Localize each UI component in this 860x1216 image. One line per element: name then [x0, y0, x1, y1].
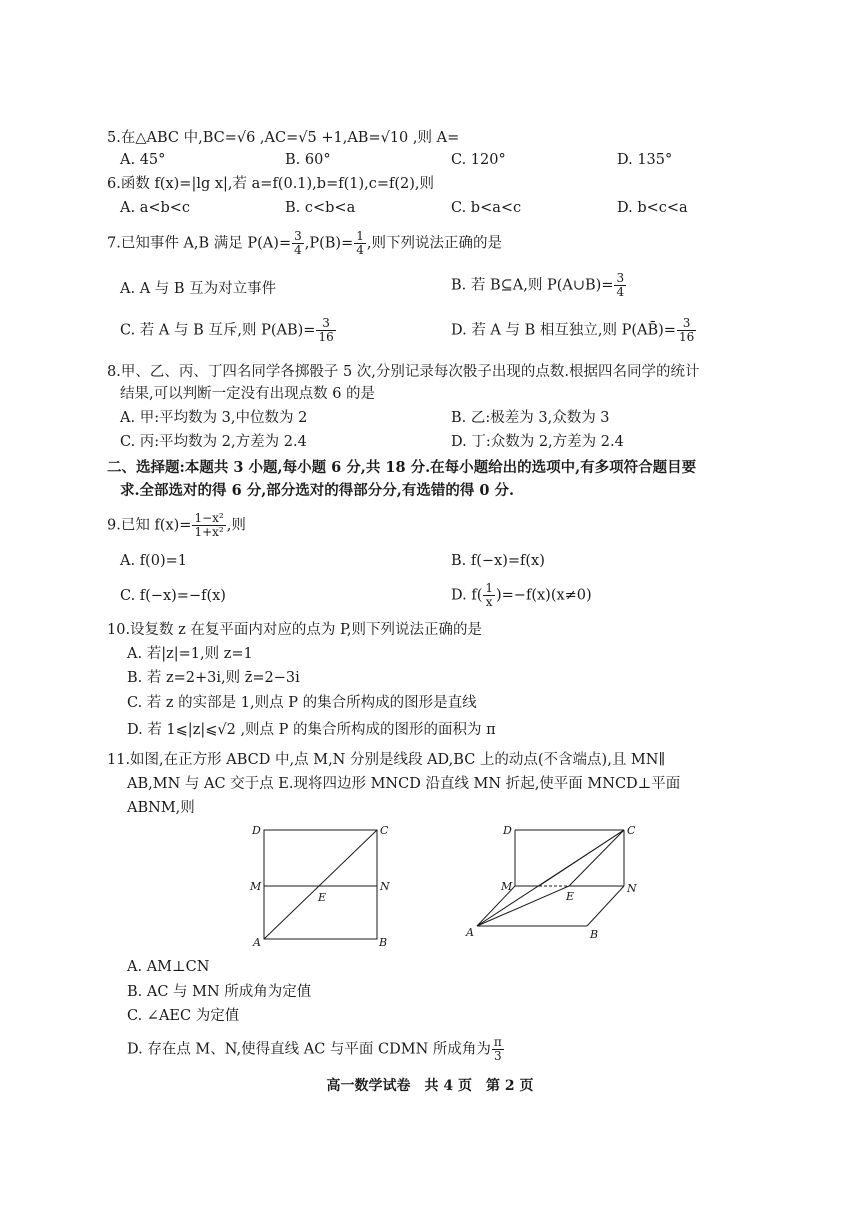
q6-stem: 6.函数 f(x)=|lg x|,若 a=f(0.1),b=f(1),c=f(2),则 [107, 176, 435, 192]
q6-option-d: D. b<c<a [617, 200, 688, 216]
q6-option-c: C. b<a<c [451, 200, 522, 216]
fig1-label-d: D [252, 824, 261, 837]
q9-option-b: B. f(−x)=f(x) [451, 553, 545, 569]
q9-stem: 9.已知 f(x)= $\frac{\text{1−x²}}{\text{1+x²}}$ ,则 [107, 511, 246, 539]
q10-option-b: B. 若 z=2+3i,则 z̄=2−3i [127, 670, 300, 686]
fig2-label-b: B [590, 928, 599, 941]
q5-stem: 5.在△ABC 中,BC=√6 ,AC=√5 +1,AB=√10 ,则 A= [107, 130, 460, 146]
q7-option-d: D. 若 A 与 B 相互独立,则 P(AB̄)= $\frac{3}{16}$ [451, 316, 695, 344]
fig2-label-m: M [501, 880, 513, 893]
q10-option-d: D. 若 1⩽|z|⩽√2 ,则点 P 的集合所构成的图形的面积为 π [127, 722, 496, 738]
q11-option-a: A. AM⊥CN [127, 959, 210, 975]
q9-option-d: D. f( $\frac{1}{x}$ )=−f(x)(x≠0) [451, 581, 592, 609]
q7-option-b: B. 若 B⊆A,则 P(A∪B)= $\frac{3}{4}$ [451, 271, 625, 299]
section2-heading-line2: 求.全部选对的得 6 分,部分选对的得部分分,有选错的得 0 分. [120, 482, 515, 499]
q11-option-b: B. AC 与 MN 所成角为定值 [127, 984, 312, 1000]
q7-pa-fraction: $\frac{3}{4}$ [294, 229, 302, 257]
q7-stem: 7.已知事件 A,B 满足 P(A)= $\frac{3}{4}$ ,P(B)= $\frac{1}{4}$ ,则下列说法正确的是 [107, 229, 502, 257]
q5-option-a: A. 45° [120, 152, 166, 168]
fig1-label-n: N [380, 880, 390, 893]
q7-stem-pre: 7.已知事件 A,B 满足 P(A)= [107, 235, 292, 252]
fig1-label-m: M [250, 880, 262, 893]
figure-square-abcd [248, 822, 398, 950]
fig2-label-a: A [466, 926, 474, 939]
q9-fraction: $\frac{\text{1−x²}}{\text{1+x²}}$ [194, 511, 224, 539]
q10-option-a: A. 若|z|=1,则 z=1 [127, 646, 253, 662]
q11-option-d: D. 存在点 M、N,使得直线 AC 与平面 CDMN 所成角为 $\frac{\pi}{3}$ [127, 1035, 502, 1063]
q7-option-a: A. A 与 B 互为对立事件 [120, 281, 277, 297]
fig1-label-a: A [253, 936, 261, 949]
fig2-label-d: D [503, 824, 512, 837]
fig2-label-e: E [566, 890, 575, 903]
q5-option-b: B. 60° [285, 152, 331, 168]
q8-stem-line2: 结果,可以判断一定没有出现点数 6 的是 [120, 386, 376, 402]
q11-option-c: C. ∠AEC 为定值 [127, 1008, 240, 1024]
q10-option-c: C. 若 z 的实部是 1,则点 P 的集合所构成的图形是直线 [127, 695, 477, 711]
q6-option-a: A. a<b<c [120, 200, 191, 216]
page-footer: 高一数学试卷 共 4 页 第 2 页 [326, 1078, 534, 1094]
q5-option-d: D. 135° [617, 152, 673, 168]
q8-option-a: A. 甲:平均数为 3,中位数为 2 [120, 410, 308, 426]
q7-pb-fraction: $\frac{1}{4}$ [356, 229, 364, 257]
q8-option-b: B. 乙:极差为 3,众数为 3 [451, 410, 610, 426]
q8-stem-line1: 8.甲、乙、丙、丁四名同学各掷骰子 5 次,分别记录每次骰子出现的点数.根据四名同学的统计 [107, 364, 700, 380]
fig2-label-c: C [627, 824, 636, 837]
q5-option-c: C. 120° [451, 152, 506, 168]
figure-folded-shape [463, 822, 643, 947]
fig1-label-e: E [318, 891, 327, 904]
q11-stem-line1: 11.如图,在正方形 ABCD 中,点 M,N 分别是线段 AD,BC 上的动点(不含端点),且 MN∥ [107, 752, 666, 768]
q9-option-a: A. f(0)=1 [120, 553, 187, 569]
q9-option-c: C. f(−x)=−f(x) [120, 588, 226, 604]
q6-option-b: B. c<b<a [285, 200, 356, 216]
fig1-label-c: C [380, 824, 389, 837]
fig1-label-b: B [379, 936, 388, 949]
section2-heading-line1: 二、选择题:本题共 3 小题,每小题 6 分,共 18 分.在每小题给出的选项中,有多项符合题目要 [107, 459, 697, 476]
fig2-label-n: N [627, 882, 637, 895]
q11-stem-line2: AB,MN 与 AC 交于点 E.现将四边形 MNCD 沿直线 MN 折起,使平面 MNCD⊥平面 [127, 776, 681, 792]
q8-option-d: D. 丁:众数为 2,方差为 2.4 [451, 434, 624, 450]
q11-stem-line3: ABNM,则 [127, 800, 195, 816]
q7-option-c: C. 若 A 与 B 互斥,则 P(AB)= $\frac{3}{16}$ [120, 316, 334, 344]
q8-option-c: C. 丙:平均数为 2,方差为 2.4 [120, 434, 307, 450]
q10-stem: 10.设复数 z 在复平面内对应的点为 P,则下列说法正确的是 [107, 622, 482, 638]
